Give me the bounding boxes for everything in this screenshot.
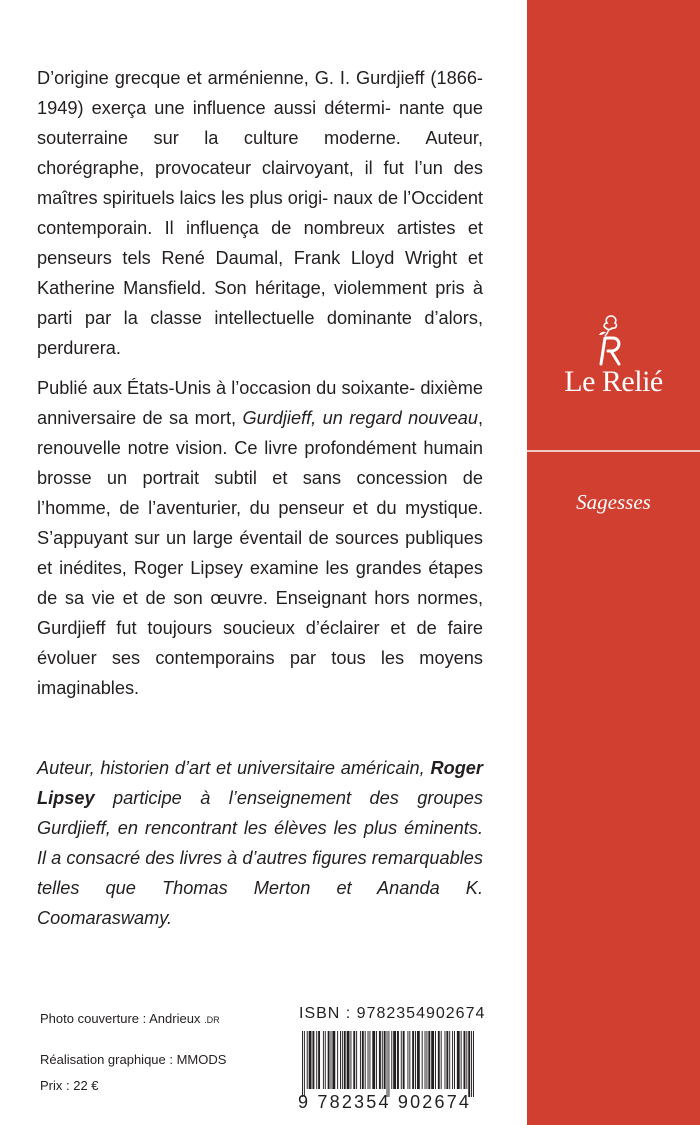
author-bio [37, 753, 483, 933]
photo-credit [40, 1011, 220, 1028]
author-bio-text [37, 753, 483, 933]
barcode [300, 1031, 475, 1097]
summary-text-2 [37, 373, 483, 703]
graphic-credit: Réalisation graphique : MMODS [40, 1052, 227, 1067]
publisher-name: Le Relié [564, 365, 663, 398]
sidebar-divider [527, 450, 700, 452]
summary-text-2-intro: Publié aux États-Unis à l’occasion du soixante- dixième anniversaire de sa mort, [37, 378, 483, 428]
summary-text-1: D’origine grecque et arménienne, G. I. Gurdjieff (1866-1949) exerça une influence aussi détermi- nante que souterraine sur la culture moderne. Auteur, chorégraphe, provocateur clairvoyant, il fut l’un des maîtres spirituels laics les plus origi- naux de l’Occident contemporain. Il influença de nombreux artistes et penseurs tels René Daumal, Frank Lloyd Wright et Katherine Mansfield. Son héritage, violemment pris à parti par la classe intellectuelle dominante d’alors, perdurera. [37, 68, 483, 358]
publisher-logo-icon [587, 312, 635, 368]
author-bio-body: participe à l’enseignement des groupes Gurdjieff, en rencontrant les élèves les plus éminents. Il a consacré des livres à d’autres figures remarquables telles que Thomas Merton et Ananda K. Coomaraswamy. [37, 788, 483, 928]
summary-paragraph-2 [37, 373, 483, 703]
price: Prix : 22 € [40, 1078, 99, 1093]
book-title: Gurdjieff, un regard nouveau [242, 408, 478, 428]
publisher-sidebar [527, 0, 700, 1125]
summary-paragraph-1 [37, 63, 483, 363]
photo-credit-suffix: .DR [204, 1015, 220, 1025]
summary-text-2-body: , renouvelle notre vision. Ce livre profondément humain brosse un portrait subtil et sans concession de l’homme, de l’aventurier, du penseur et du mystique. S’appuyant sur un large éventail de sources publiques et inédites, Roger Lipsey examine les grandes étapes de sa vie et de son œuvre. Enseignant hors normes, Gurdjieff fut toujours soucieux d’éclairer et de faire évoluer ses contemporains par tous les moyens imaginables. [37, 408, 483, 698]
author-name: Roger Lipsey [37, 758, 483, 808]
photo-credit-text: Photo couverture : Andrieux [40, 1011, 201, 1026]
isbn-label: ISBN : 9782354902674 [299, 1005, 486, 1022]
author-bio-intro: Auteur, historien d’art et universitaire américain, [37, 758, 431, 778]
barcode-digits: 9 782354 902674 [298, 1092, 472, 1112]
collection-name: Sagesses [576, 490, 651, 514]
